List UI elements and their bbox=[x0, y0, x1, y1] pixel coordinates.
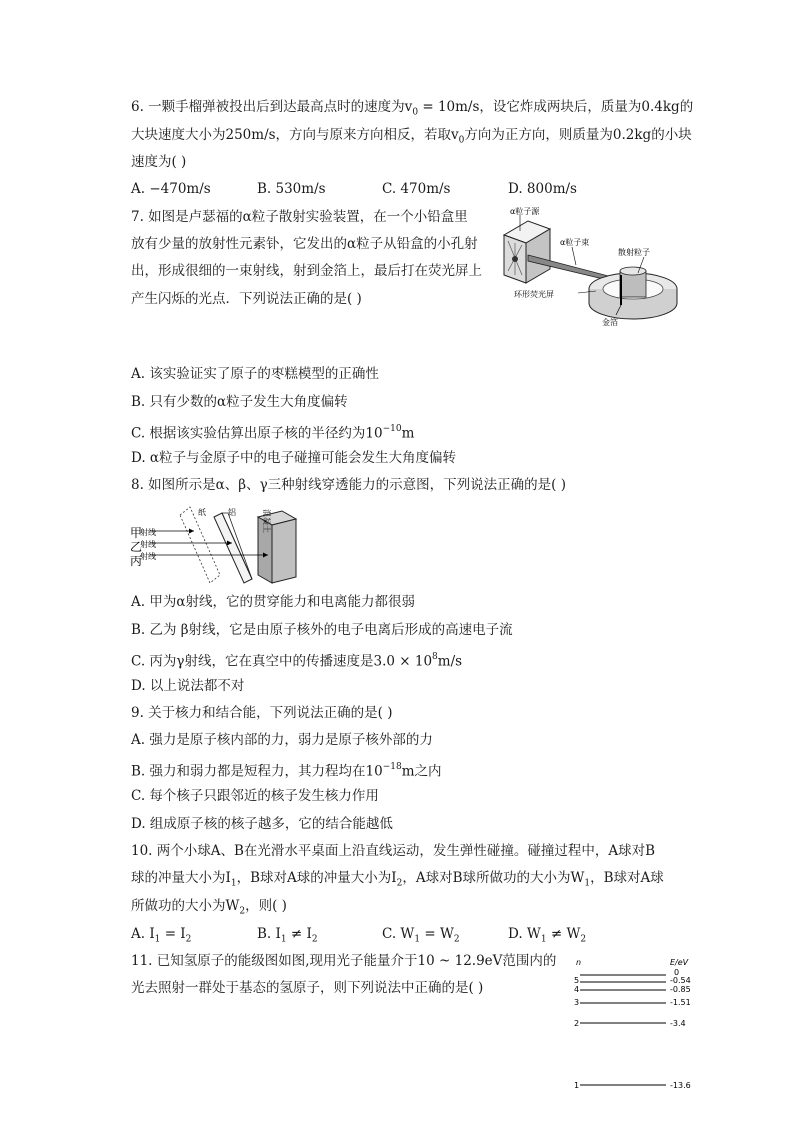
hydrogen-energy-level-diagram bbox=[570, 955, 700, 1091]
level-e-3: -1.51 bbox=[670, 998, 691, 1007]
q6-line-1: 6. 一颗手榴弹被投出后到达最高点时的速度为$v_0 = 10m/s$，设它炸成两块后，质量为0.4kg的 bbox=[131, 99, 694, 118]
q10-line-3: 所做功的大小为$W_2$，则( ) bbox=[131, 898, 287, 917]
q6-option-b: B. 530m/s bbox=[257, 181, 326, 197]
q8-option-b: B. 乙为 β射线，它是由原子核外的电子电离后形成的高速电子流 bbox=[131, 622, 513, 638]
label-ray-1: 射线 bbox=[140, 528, 156, 537]
q9-option-a: A. 强力是原子核内部的力，弱力是原子核外部的力 bbox=[131, 732, 433, 748]
level-e-2: -3.4 bbox=[670, 1019, 686, 1028]
q10-option-d: D. $W_1 \ne W_2$ bbox=[508, 926, 587, 945]
q6-line-2: 大块速度大小为250m/s，方向与原来方向相反，若取$v_0$方向为正方向，则质量为0.2kg的小块 bbox=[131, 127, 692, 146]
label-scattered-particles: 散射粒子 bbox=[618, 248, 650, 257]
level-e-4: -0.85 bbox=[670, 985, 691, 994]
q8-option-d: D. 以上说法都不对 bbox=[131, 678, 245, 694]
label-alpha-source: α粒子源 bbox=[510, 207, 540, 216]
q10-line-2: 球的冲量大小为$I_1$，B球对A球的冲量大小为$I_2$，A球对B球所做功的大小为$W_1$，B球对A球 bbox=[131, 870, 664, 889]
q9-option-d: D. 组成原子核的核子越多，它的结合能越低 bbox=[131, 816, 393, 832]
q10-option-a: A. $I_1 = I_2$ bbox=[131, 926, 192, 945]
q7-line-4: 产生闪烁的光点．下列说法正确的是( ) bbox=[131, 291, 362, 307]
q6-option-a: A. −470m/s bbox=[131, 181, 211, 197]
q11-line-1: 11. 已知氢原子的能级图如图,现用光子能量介于10 ~ 12.9eV范围内的 bbox=[131, 953, 557, 969]
q7-option-c: C. 根据该实验估算出原子核的半径约为$10^{-10}m$ bbox=[131, 424, 415, 442]
label-yi: 乙 bbox=[130, 540, 143, 554]
label-ray-2: 射线 bbox=[140, 540, 156, 549]
label-bing: 丙 bbox=[130, 554, 143, 568]
level-n-3: 3 bbox=[574, 998, 580, 1007]
q9-option-c: C. 每个核子只跟邻近的核子发生核力作用 bbox=[131, 788, 379, 804]
q8-option-c: C. 丙为γ射线，它在真空中的传播速度是$3.0 \times 10^8m/s$ bbox=[131, 652, 463, 670]
level-n-1: 1 bbox=[574, 1081, 580, 1090]
q8-option-a: A. 甲为α射线，它的贯穿能力和电离能力都很弱 bbox=[131, 594, 415, 610]
q10-option-b: B. $I_1 \ne I_2$ bbox=[257, 926, 318, 945]
label-aluminum: 铝 bbox=[228, 508, 236, 517]
q7-option-a: A. 该实验证实了原子的枣糕模型的正确性 bbox=[131, 366, 379, 382]
q7-line-1: 7. 如图是卢瑟福的α粒子散射实验装置，在一个小铅盒里 bbox=[131, 209, 468, 225]
q7-option-b: B. 只有少数的α粒子发生大角度偏转 bbox=[131, 394, 348, 410]
level-e-1: -13.6 bbox=[670, 1081, 691, 1090]
q6-line-3: 速度为( ) bbox=[131, 154, 187, 170]
q6-option-d: D. 800m/s bbox=[508, 181, 577, 197]
q10-option-c: C. $W_1 = W_2$ bbox=[382, 926, 460, 945]
label-gold-foil: 金箔 bbox=[602, 318, 618, 327]
q9-option-b: B. 强力和弱力都是短程力，其力程均在$10^{-18}m$之内 bbox=[131, 762, 442, 780]
level-e-inf: 0 bbox=[674, 968, 680, 977]
rutherford-apparatus-figure bbox=[498, 205, 680, 330]
q7-line-2: 放有少量的放射性元素钋，它发出的α粒子从铅盒的小孔射 bbox=[131, 236, 478, 252]
level-e-5: -0.54 bbox=[670, 976, 691, 985]
q7-line-3: 出，形成很细的一束射线，射到金箔上，最后打在荧光屏上 bbox=[131, 263, 482, 279]
level-n-2: 2 bbox=[574, 1019, 580, 1028]
radiation-penetration-figure bbox=[128, 505, 300, 587]
q9-stem: 9. 关于核力和结合能，下列说法正确的是( ) bbox=[131, 705, 393, 721]
label-ray-3: 射线 bbox=[140, 552, 156, 561]
label-paper: 纸 bbox=[198, 508, 206, 517]
level-n-5: 5 bbox=[574, 976, 580, 985]
level-n-4: 4 bbox=[574, 985, 580, 994]
label-n: n bbox=[576, 958, 582, 967]
q6-option-c: C. 470m/s bbox=[382, 181, 451, 197]
q8-stem: 8. 如图所示是α、β、γ三种射线穿透能力的示意图，下列说法正确的是( ) bbox=[131, 477, 566, 493]
label-alpha-beam: α粒子束 bbox=[560, 238, 590, 247]
label-energy-unit: E/eV bbox=[670, 958, 689, 967]
q11-line-2: 光去照射一群处于基态的氢原子，则下列说法中正确的是( ) bbox=[131, 980, 484, 996]
label-ring-screen: 环形荧光屏 bbox=[514, 290, 554, 299]
q7-option-d: D. α粒子与金原子中的电子碰撞可能会发生大角度偏转 bbox=[131, 450, 457, 466]
label-concrete: 混凝土 bbox=[262, 509, 271, 533]
label-jia: 甲 bbox=[130, 526, 143, 540]
q10-line-1: 10. 两个小球A、B在光滑水平桌面上沿直线运动，发生弹性碰撞。碰撞过程中，A球对B bbox=[131, 843, 656, 859]
